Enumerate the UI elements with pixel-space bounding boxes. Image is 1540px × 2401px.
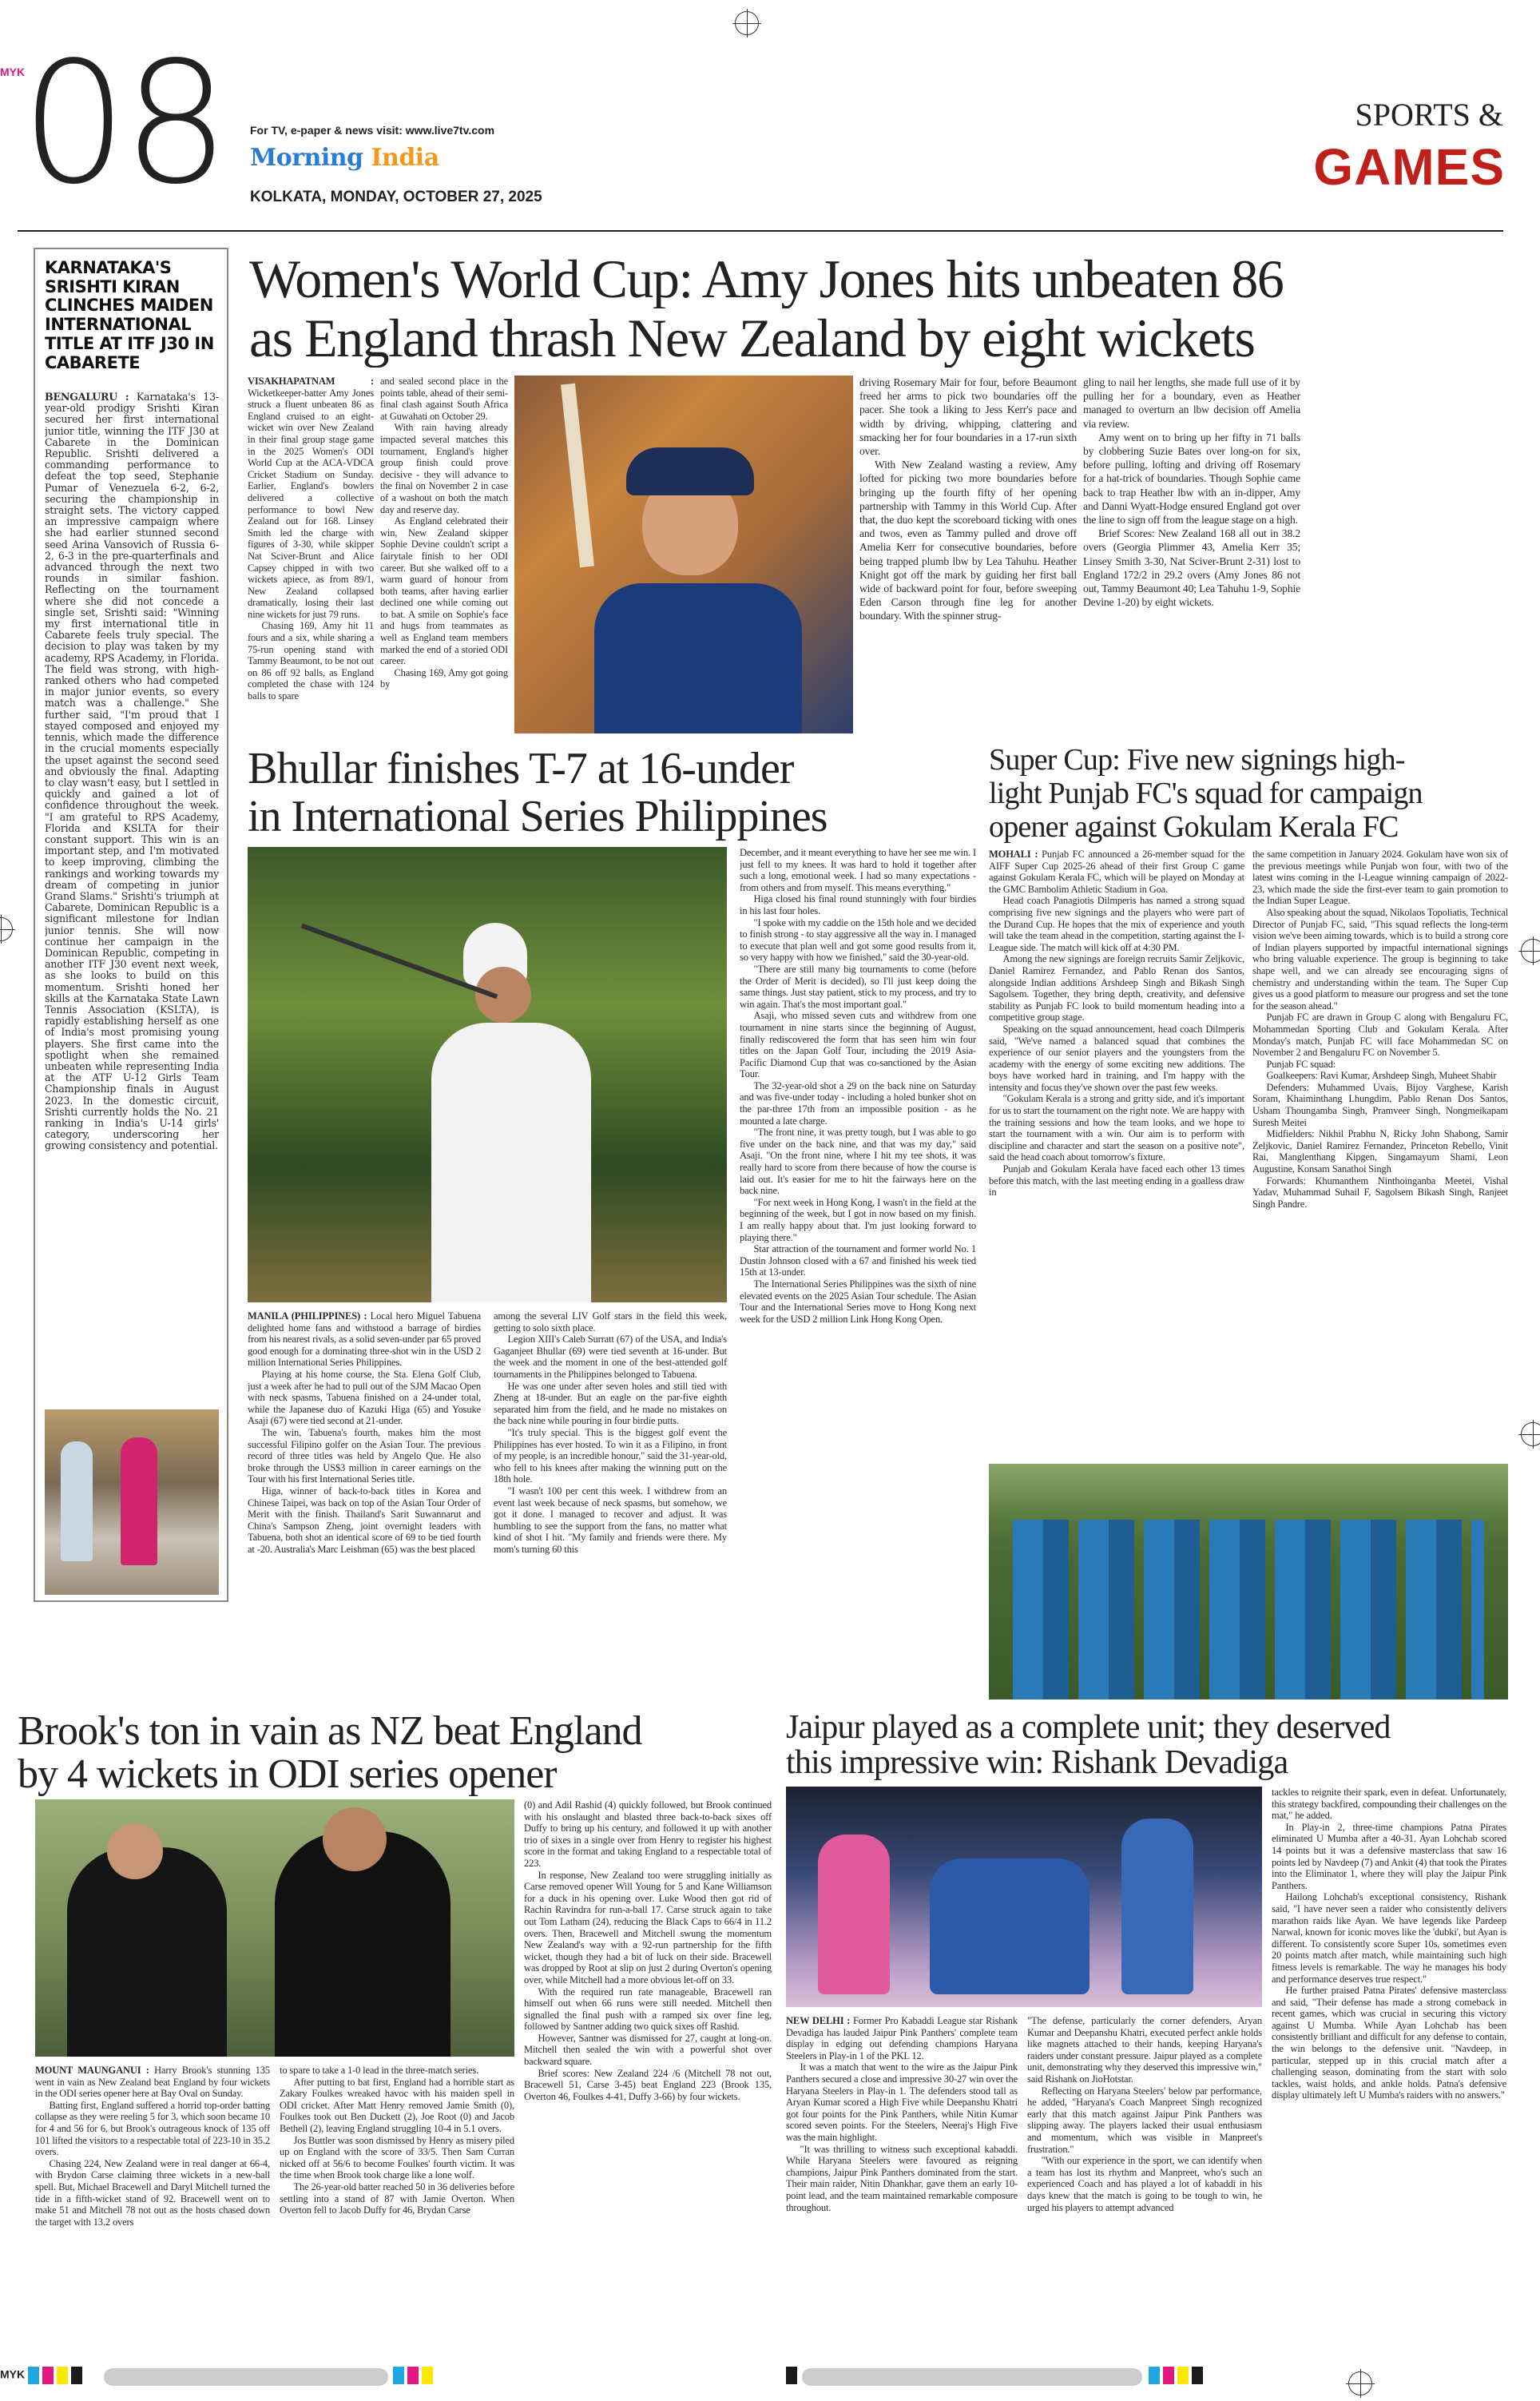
odi-col1-para: Batting first, England suffered a horrid top-order batting collapse as they were reeling 5 for 3, which soon became 10 for 4 and 56 for 6, but Brook's outrageous knock of 135 off 101 lifted the visitors to a respectable total of 223-10 in 35.2 overs. xyxy=(35,2099,270,2158)
golf-col2-para: He was one under after seven holes and still tied with Zheng at 18-under. But an eagle on the par-five eighth separated him from the field, and he made no mistakes on the back nine while pouring in four birdie putts. xyxy=(494,1380,727,1427)
golf-col2-para: "I wasn't 100 per cent this week. I withdrew from an event last week because of neck spasms, but somehow, we got it done. I managed to recover and adjust. It was humbling to see the support from the fans, no matter what kind of shot I hit. "My family and friends were there. My mom's turning 60 this xyxy=(494,1485,727,1555)
golf-headline-line1: Bhullar finishes T-7 at 16-under xyxy=(248,745,794,793)
football-col1-para: "Gokulam Kerala is a strong and gritty side, and it's important for us to start the tournament on the right note. We are happy with the training sessions and how the team looks, and we hope to start the tournament with a win. Our aim is to perform with discipline and character and start the season on a positive note", said the head coach about tomorrow's fixture. xyxy=(989,1093,1244,1163)
football-headline-line2: light Punjab FC's squad for campaign xyxy=(989,777,1423,810)
lead-headline-line1: Women's World Cup: Amy Jones hits unbeaten 86 xyxy=(249,249,1284,308)
football-col2-para: Punjab FC squad: xyxy=(1266,1058,1336,1070)
golf-col3-para: "The front nine, it was pretty tough, but I was able to go five under on the back nine, and that was my day," said Asaji. "On the front nine, where I hit my tee shots, it was really hard to score from there because of how the course is laid out. It's easier for me to hit the fairways here on the back nine. xyxy=(740,1127,976,1197)
kabaddi-photo xyxy=(786,1787,1262,2007)
registration-mark-bottom xyxy=(1348,2371,1372,2395)
golf-col3-para: "I spoke with my caddie on the 15th hole and we decided to finish strong - to stay aggressive all the way in. I managed to execute that plan well and got some good results from it, so very happy with how we finished," said the 30-year-old. xyxy=(740,916,976,964)
yellow-swatch xyxy=(57,2367,68,2384)
kabaddi-col1-para: It was a match that went to the wire as the Jaipur Pink Panthers secured a close and impressive 30-27 win over the Haryana Steelers in Play-in 1. The defenders stood tall as Aryan Kumar scored a High Five while Deepanshu Khatri got four points for the Pink Panthers, while Nitin Kumar scored seven points. For the Steelers, Neeraj's High Five was the main highlight. xyxy=(786,2061,1018,2143)
edition-dateline: KOLKATA, MONDAY, OCTOBER 27, 2025 xyxy=(250,189,542,205)
football-photo xyxy=(989,1464,1508,1699)
odi-col1-para: Chasing 224, New Zealand were in real danger at 66-4, with Brydon Carse claiming three wickets in a new-ball spell. But, Michael Bracewell and Daryl Mitchell turned the tide in a fifth-wicket stand of 92. Bracewell went on to make 51 and Mitchell 78 not out as the hosts chased down the target with 13.2 overs xyxy=(35,2157,270,2228)
kabaddi-col-2 xyxy=(1027,2015,1262,2360)
lead-col4-para: Amy went on to bring up her fifty in 71 balls by clobbering Suzie Bates over long-on for six, before pulling, lofting and driving off Rosemary for a hat-trick of boundaries. Though Sophie came back to trap Heather lbw with an in-dipper, Amy and Danni Wyatt-Hodge ensured England got over the line to sign off from the league stage on a high. xyxy=(1083,431,1300,527)
odi-col3-para: With the required run rate manageable, Bracewell ran himself out when 66 runs were still needed. Mitchell then signalled the final push with a ramped six over fine leg, followed by Santner adding two quick sixes off Rashid. xyxy=(524,1986,772,2033)
registration-mark-left xyxy=(0,917,13,941)
print-swatch-black-right xyxy=(786,2367,800,2384)
golf-headline-line2: in International Series Philippines xyxy=(248,793,828,841)
sidebar-body-text: Karnataka's 13-year-old prodigy Srishti Kiran secured her first international junior title, winning the ITF J30 at Cabarete in the Dominican Republic. Srishti delivered a commanding performance to defeat the top seed, Stephanie Pumar of Venezuela 6-2, 6-2, securing the championship in straight sets. The victory capped an impressive campaign where she had earlier stunned second seed Arina Vansovich of Russia 6-2, 6-3 in the pre-quarterfinals and advanced through the next two rounds in similar fashion. Reflecting on the tournament where she did not concede a single set, Srishti said: "Winning my first international title in Cabarete feels truly special. The decision to play was taken by my academy, RPS Academy, in Florida. The field was strong, with high-ranked others who had competed in major junior events, so every match was a challenge." She further said, "I'm proud that I stayed composed and enjoyed my tennis, which made the difference in the crucial moments especially the upset against the second seed and obviously the final. Adapting to clay wasn't easy, but I settled in quickly and gained a lot of confidence throughout the week. "I am grateful to RPS Academy, Florida and KSLTA for their constant support. This win is an important step, and I'm motivated to keep improving, climbing the rankings and working towards my dream of competing in junior Grand Slams." Srishti's triumph at Cabarete, Dominican Republic is a significant milestone for Indian junior tennis. She will now continue her campaign in the Dominican Republic, competing in another ITF J30 event next week, as she looks to build on this momentum. Srishti honed her skills at the Karnataka State Lawn Tennis Association (KSLTA), is rapidly establishing herself as one of India's most promising young players. She first came into the spotlight when she remained unbeaten while representing India at the ATF U-12 Girls Team Championship finals in August 2023. In the domestic circuit, Srishti currently holds the No. 21 ranking in India's U-14 girls' category, underscoring her growing consistency and potential. xyxy=(45,392,219,1152)
kabaddi-headline-line2: this impressive win: Rishank Devadiga xyxy=(786,1745,1288,1780)
golf-col1-para: Playing at his home course, the Sta. Elena Golf Club, just a week after he had to pull out of the SJM Macao Open with neck spasms, Tabuena finished on a 24-under total, while the Japanese duo of Kazuki Higa (65) and Yosuke Asaji (67) were tied second at 21-under. xyxy=(248,1368,481,1427)
odi-col3-para: Brief scores: New Zealand 224 /6 (Mitchell 78 not out, Bracewell 51, Carse 3-45) beat England 223 (Brook 135, Overton 46, Foulkes 4-41, Duffy 3-66) by four wickets. xyxy=(524,2067,772,2102)
lead-col4-para: gling to nail her lengths, she made full use of it by pulling her for a boundary, even as Heather managed to overturn an lbw decision off Amelia via review. xyxy=(1083,376,1300,430)
lead-col2-para: With rain having already impacted several matches this tournament, England's higher group finish could prove decisive - they will advance to the final on November 2 in case of a washout on both the match day and reserve day. xyxy=(380,422,508,515)
print-bar-left xyxy=(104,2368,388,2386)
kabaddi-col1-para: Former Pro Kabaddi League star Rishank Devadiga has lauded Jaipur Pink Panthers' complete team display in edging out defending champions Haryana Steelers in Play-in 1 of the PKL 12. xyxy=(786,2015,1018,2061)
sidebar-body xyxy=(45,392,219,1397)
odi-col2-para: to spare to take a 1-0 lead in the three-match series. xyxy=(280,2065,479,2076)
kabaddi-col3-para: Hailong Lohchab's exceptional consistency, Rishank said, "I have never seen a raider who consistently delivers marathon raids like Ayan. We have legends like Pardeep Narwal, known for iconic moves like the 'dubki', but Ayan is different. To consistently score Super 10s, sometimes even 20 points match after match, while maintaining such high fitness levels is remarkable. The way he manages his body and performance deserves true respect." xyxy=(1272,1891,1506,1985)
lead-col1-para: Wicketkeeper-batter Amy Jones struck a fluent unbeaten 86 as England cruised to an eight-wicket win over New Zealand in their final group stage game in the 2025 Women's ODI World Cup at the ACA-VDCA Cricket Stadium on Sunday. Earlier, England's bowlers delivered a collective performance to bowl New Zealand out for 168. Linsey Smith led the charge with figures of 3-30, while skipper Nat Sciver-Brunt and Alice Capsey chipped in with two wickets apiece, as from 89/1, New Zealand collapsed dramatically, losing their last nine wickets for just 79 runs. xyxy=(248,387,374,620)
football-col-1 xyxy=(989,849,1244,1456)
registration-mark-right xyxy=(1521,939,1540,963)
odi-col3-para: However, Santner was dismissed for 27, caught at long-on. Mitchell then sealed the win with a powerful shot over backward square. xyxy=(524,2032,772,2068)
football-col2-para: Goalkeepers: Ravi Kumar, Arshdeep Singh, Muheet Shabir xyxy=(1266,1070,1497,1082)
odi-col-3 xyxy=(524,1799,772,2360)
kabaddi-dateline: NEW DELHI : xyxy=(786,2015,851,2026)
color-label-bottom xyxy=(0,2367,85,2384)
kabaddi-col2-para: "With our experience in the sport, we can identify when a team has lost its rhythm and Manpreet, who's such an experienced Coach and has played a lot of kabaddi in his days knew that the match is going to be tough to win, he urged his players to attempt advanced xyxy=(1027,2155,1262,2213)
brand-india: India xyxy=(371,144,439,172)
football-col1-para: Punjab FC announced a 26-member squad for the AIFF Super Cup 2025-26 ahead of their first Group C game against Gokulam Kerala FC, which will be played on Monday at the GMC Bambolim Athletic Stadium in Goa. xyxy=(989,849,1244,895)
odi-col-1 xyxy=(35,2065,270,2360)
kabaddi-col2-para: "The defense, particularly the corner defenders, Aryan Kumar and Deepanshu Khatri, executed perfect ankle holds like magnets attached to their hands, keeping Haryana's raiders under constant pressure. Jaipur played as a complete unit, demonstrating why they deserved this impressive win," said Rishank on JioHotstar. xyxy=(1027,2015,1262,2085)
golf-col3-para: The 32-year-old shot a 29 on the back nine on Saturday and was five-under today - including a holed bunker shot on the par-three 17th from an impossible position - as he mounted a late charge. xyxy=(740,1079,976,1127)
lead-photo xyxy=(514,376,853,733)
print-swatches-mid xyxy=(393,2367,436,2384)
football-col2-para: Forwards: Khumanthem Ninthoinganba Meetei, Vishal Yadav, Muhammad Suhail F, Sagolsem Bikash Singh, Ranjeet Singh Pandre. xyxy=(1252,1175,1508,1210)
golf-col2-para: among the several LIV Golf stars in the field this week, getting to solo sixth place. xyxy=(494,1310,727,1334)
golf-col3-para: December, and it meant everything to have her see me win. I just fell to my knees. It was hard to hold it together after such a long, emotional week. I had so many expectations - from others and from myself. This means everything." xyxy=(740,847,976,893)
sidebar-story-box xyxy=(34,248,228,1602)
cyan-swatch xyxy=(28,2367,39,2384)
football-col2-para: Also speaking about the squad, Nikolaos Topoliatis, Technical Director of Punjab FC, said, "This squad reflects the long-term vision we've been aiming towards, which is to build a strong core of Indian players supported by impactful international signings who bring valuable experience. The group is beginning to take shape well, and we can already see encouraging signs of chemistry and understanding within the team. The Super Cup gives us a good platform to measure our progress and set the tone for the season ahead." xyxy=(1252,906,1508,1012)
masthead-rule xyxy=(18,230,1503,232)
odi-headline-line1: Brook's ton in vain as NZ beat England xyxy=(18,1710,642,1753)
golf-photo xyxy=(248,847,727,1302)
football-col2-para: the same competition in January 2024. Gokulam have won six of the previous meetings while Punjab won four, with two of the latest wins coming in the I-League winning campaign of 2022-23, which made the side the first-ever team to gain promotion to the Indian Super League. xyxy=(1252,849,1508,907)
color-label-bottom-text: MYK xyxy=(0,2367,26,2381)
odi-dateline: MOUNT MAUNGANUI : xyxy=(35,2065,149,2076)
golf-col-2 xyxy=(494,1310,727,1698)
kabaddi-col3-para: tackles to reignite their spark, even in defeat. Unfortunately, this strategy backfired, compounding their challenges on the mat," he added. xyxy=(1272,1787,1506,1822)
odi-col3-para: In response, New Zealand too were struggling initially as Carse removed opener Will Young for 5 and Kane Williamson for a duck in his opening over. Luke Wood then got rid of Rachin Ravindra for run-a-ball 17. Carse struck again to take out Tom Latham (24), reducing the Black Caps to 66/4 in 11.2 overs. Then, Bracewell and Mitchell swung the momentum New Zealand's way with a 92-run partnership for the fifth wicket, though they had a bit of luck on their side. Bracewell was dropped by Root at slip on just 2 during Overton's opening over, while Mitchell had a more obvious let-off on 33. xyxy=(524,1869,772,1986)
football-col-2 xyxy=(1252,849,1508,1456)
football-col1-para: Speaking on the squad announcement, head coach Dilmperis said, "We've named a balanced squad that combines the experience of our senior players and the youngsters from the academy with the energy of some exciting new additions. The boys have worked hard in training, and I'm happy with the intensity and focus they've shown over the past few weeks. xyxy=(989,1023,1244,1093)
odi-photo xyxy=(35,1799,514,2057)
golf-col1-para: The win, Tabuena's fourth, makes him the most successful Filipino golfer on the Asian Tour. The previous record of three titles was held by Angelo Que. He also broke through the US$3 million in career earnings on the Tour with his first International Series title. xyxy=(248,1426,481,1485)
golf-col3-para: Higa closed his final round stunningly with four birdies in his last four holes. xyxy=(740,893,976,916)
kabaddi-col-3 xyxy=(1272,1787,1506,2360)
lead-col2-para: Chasing 169, Amy got going by xyxy=(380,666,508,690)
website-line: For TV, e-paper & news visit: www.live7tv.com xyxy=(250,124,495,137)
lead-col-3 xyxy=(859,376,1077,733)
lead-col4-para: Brief Scores: New Zealand 168 all out in 38.2 overs (Georgia Plimmer 43, Amelia Kerr 35; Linsey Smith 3-30, Nat Sciver-Brunt 2-31) lost to England 172/2 in 29.2 overs (Amy Jones 86 not out, Tammy Beaumont 40; Lea Tahuhu 1-9, Sophie Devine 1-20) by eight wickets. xyxy=(1083,527,1300,609)
lead-col3-para: With New Zealand wasting a review, Amy lofted for picking two more boundaries before bringing up the fourth fifty of her opening partnership with Tammy in this World Cup. After that, the duo kept the scoreboard ticking with ones and twos, even as Tammy pulled and drove off Amelia Kerr for consecutive boundaries, before being trapped plumb lbw by Lea Tahuhu. Heather Knight got off the mark by guiding her first ball wide of backward point for four, before sweeping Eden Carson through fine leg for another boundary. With the spinner strug- xyxy=(859,459,1077,622)
sidebar-photo xyxy=(45,1409,219,1595)
registration-mark-top xyxy=(735,11,759,35)
golf-col3-para: Asaji, who missed seven cuts and withdrew from one tournament in nine starts since the beginning of August, finally rediscovered the form that has seen him win four titles on the Japan Golf Tour, including the 2019 Asia-Pacific Diamond Cup that was co-sanctioned by the Asian Tour. xyxy=(740,1010,976,1080)
lead-col2-para: As England celebrated their win, New Zealand skipper Sophie Devine couldn't script a fairytale finish to her ODI career. But she walked off to a warm guard of honour from both teams, after having earlier declined one while coming out to bat. A smile on Sophie's face and hugs from teammates as well as England team members marked the end of a storied ODI career. xyxy=(380,515,508,667)
golf-col3-para: "There are still many big tournaments to come (before the Order of Merit is decided), so I'll just keep doing the same things. Just stay patient, stick to my process, and try to win again. That's the most important goal." xyxy=(740,963,976,1010)
print-bar-right xyxy=(802,2368,1142,2386)
odi-col2-para: After putting to bat first, England had a horrible start as Zakary Foulkes wreaked havoc with his maiden spell in ODI cricket. After Matt Henry removed Jamie Smith (0), Foulkes took out Ben Duckett (2), Joe Root (0) and Jacob Bethell (2), leaving England struggling 10-4 in 5.1 overs. xyxy=(280,2076,514,2134)
kabaddi-col3-para: He further praised Patna Pirates' defensive masterclass and said, "Their defense has made a strong comeback in recent games, which was crucial in securing this victory against U Mumba. While Ayan Lohchab has been consistently brilliant and difficult for any defense to contain, the win belongs to the defensive unit. "Navdeep, in particular, stepped up in this crucial match after a challenging season, dominating from the start with solo tackles, waist holds, and ankle holds. Patna's defensive display ultimately left U Mumba's raiders with no answers." xyxy=(1272,1985,1506,2101)
kabaddi-col3-para: In Play-in 2, three-time champions Patna Pirates eliminated U Mumba after a 40-31. Ayan Lohchab scored 14 points but it was a defensive masterclass that saw 16 points led by Navdeep (7) and Ankit (4) that took the Pirates into the Eliminator 1, where they will play the Jaipur Pink Panthers. xyxy=(1272,1821,1506,1891)
print-swatches-right xyxy=(1149,2367,1206,2384)
section-title-main: GAMES xyxy=(1313,138,1505,196)
lead-headline-line2: as England thrash New Zealand by eight wickets xyxy=(249,308,1255,368)
football-headline-line3: opener against Gokulam Kerala FC xyxy=(989,810,1399,844)
odi-col1-para: Harry Brook's stunning 135 went in vain as New Zealand beat England by four wickets in the ODI series opener here at Bay Oval on Sunday. xyxy=(35,2065,270,2100)
lead-dateline: VISAKHAPATNAM : xyxy=(248,376,374,387)
football-col1-para: Punjab and Gokulam Kerala have faced each other 13 times before this match, with the last meeting ending in a goalless draw in xyxy=(989,1163,1244,1199)
lead-col2-para: and sealed second place in the points table, ahead of their semi-final clash against South Africa at Guwahati on October 29. xyxy=(380,376,508,422)
golf-dateline: MANILA (PHILIPPINES) : xyxy=(248,1310,367,1322)
golf-col3-para: The International Series Philippines was the sixth of nine elevated events on the 2025 Asian Tour schedule. The Asian Tour and the International Series move to Hong Kong next week for the USD 2 million Link Hong Kong Open. xyxy=(740,1278,976,1325)
football-col1-para: Among the new signings are foreign recruits Samir Zeljkovic, Daniel Ramirez Fernandez, and Pablo Renan dos Santos, alongside Indian additions Arshdeep Singh and Bikash Singh Sagolsem. Together, they bring depth, creativity, and defensive stability as Punjab FC look to build momentum heading into a competitive group stage. xyxy=(989,953,1244,1024)
lead-col-1 xyxy=(248,376,374,733)
page-number: 08 xyxy=(21,26,225,221)
golf-col1-para: Higa, winner of back-to-back titles in Korea and Chinese Taipei, was back on top of the Asian Tour Order of Merit with the finish. Thailand's Sarit Suwannarut and China's Sampson Zheng, joint overnight leaders with Tabuena, both shot an identical score of 69 to be tied fourth at -20. Australia's Marc Leishman (65) was the best placed xyxy=(248,1485,481,1555)
golf-col2-para: "It's truly special. This is the biggest golf event the Philippines has ever hosted. To win it as a Filipino, in front of my people, is an incredible honour," said the 31-year-old, who fell to his knees after making the winning putt on the 18th hole. xyxy=(494,1426,727,1485)
odi-col-2 xyxy=(280,2065,514,2360)
odi-headline-line2: by 4 wickets in ODI series opener xyxy=(18,1753,557,1796)
golf-col2-para: Legion XIII's Caleb Surratt (67) of the USA, and India's Gaganjeet Bhullar (69) were tied seventh at 16-under. But the week and the moment in one of the best-attended golf tournaments in the Philippines belonged to Tabuena. xyxy=(494,1334,727,1380)
lead-col1-para: Chasing 169, Amy hit 11 fours and a six, while sharing a 75-run opening stand with Tammy Beaumont, to be not out on 86 off 92 balls, as England completed the chase with 124 balls to spare xyxy=(248,620,374,702)
sidebar-headline: KARNATAKA'S SRISHTI KIRAN CLINCHES MAIDEN INTERNATIONAL TITLE AT ITF J30 IN CABARETE xyxy=(45,258,214,372)
football-col2-para: Defenders: Muhammed Uvais, Bijoy Varghese, Karish Soram, Khaiminthang Lhungdim, Pablo Renan Dos Santos, Usham Thoungamba Singh, Pramveer Singh, Nongmeikapam Suresh Meitei xyxy=(1252,1081,1508,1128)
odi-col2-para: The 26-year-old batter reached 50 in 36 deliveries before settling into a stand of 87 with Jamie Overton. When Overton fell to Jacob Duffy for 46, Brydan Carse xyxy=(280,2180,514,2216)
brand-morning: Morning xyxy=(250,144,363,172)
golf-col-1 xyxy=(248,1310,481,1698)
football-col2-para: Midfielders: Nikhil Prabhu N, Ricky John Shabong, Samir Zeljkovic, Daniel Ramirez Fernandez, Princeton Rebello, Vinit Rai, Manglenthang Kipgen, Singamayum Shami, Leon Augustine, Konsam Sanathoi Singh xyxy=(1252,1128,1508,1175)
lead-col-4 xyxy=(1083,376,1300,733)
golf-col3-para: Star attraction of the tournament and former world No. 1 Dustin Johnson closed with a 67 and finished his week tied 15th at 13-under. xyxy=(740,1243,976,1278)
black-swatch xyxy=(71,2367,82,2384)
kabaddi-col2-para: Reflecting on Haryana Steelers' below par performance, he added, "Haryana's Coach Manpreet Singh recognized early that this match against Jaipur Pink Panthers was slipping away. The players lacked their usual enthusiasm and momentum, which was visible in Manpreet's frustration." xyxy=(1027,2085,1262,2155)
odi-col2-para: Jos Buttler was soon dismissed by Henry as misery piled up on England with the score of 33/5. Then Sam Curran nicked off at 56/6 to become Foulkes' fourth victim. It was the time when Brook took charge like a lone wolf. xyxy=(280,2134,514,2181)
magenta-swatch xyxy=(42,2367,54,2384)
golf-col1-para: Local hero Miguel Tabuena delighted home fans and withstood a barrage of birdies from his nearest rivals, as a solid seven-under par 65 proved good enough for a dominating three-shot win in the USD 2 million International Series Philippines. xyxy=(248,1310,481,1369)
kabaddi-col1-para: "It was thrilling to witness such exceptional kabaddi. While Haryana Steelers were favoured as reigning champions, Jaipur Pink Panthers dominated from the start. Their main raider, Nitin Dhankhar, gave them an early 10-point lead, and the team maintained remarkable composure throughout. xyxy=(786,2143,1018,2213)
registration-mark-right-lower xyxy=(1521,1422,1540,1446)
sidebar-dateline: BENGALURU : xyxy=(45,392,129,403)
odi-col3-para: (0) and Adil Rashid (4) quickly followed, but Brook continued with his onslaught and blasted three back-to-back sixes off Duffy to bring up his century, and followed it up with another trio of sixes in a single over from Henry to register his highest score in the format and taking England to a respectable total of 223. xyxy=(524,1799,772,1869)
brand-logo xyxy=(250,144,439,172)
section-title-top: SPORTS & xyxy=(1355,97,1503,133)
color-label-top-text: MYK xyxy=(0,66,26,78)
football-headline-line1: Super Cup: Five new signings high- xyxy=(989,743,1405,777)
football-col2-para: Punjab FC are drawn in Group C along with Bengaluru FC, Mohammedan Sporting Club and Gokulam Kerala. After Monday's match, Punjab FC will face Mohammedan SC on November 2 and Bengaluru FC on November 5. xyxy=(1252,1012,1508,1059)
football-dateline: MOHALI : xyxy=(989,849,1038,860)
kabaddi-col-1 xyxy=(786,2015,1018,2360)
kabaddi-headline-line1: Jaipur played as a complete unit; they deserved xyxy=(786,1710,1391,1745)
golf-col-3 xyxy=(740,847,976,1698)
lead-col3-para: driving Rosemary Mair for four, before Beaumont freed her arms to pick two boundaries off the pacer. She took a liking to Jess Kerr's pace and width by driving, whipping, clattering and smacking her for four boundaries in a 17-run sixth over. xyxy=(859,376,1077,458)
football-col1-para: Head coach Panagiotis Dilmperis has named a strong squad comprising five new signings and the players who were part of the Durand Cup. He hopes that the mix of experience and youth will take the team ahead in the competition, starting against the I-League side. The match will kick off at 4:30 PM. xyxy=(989,895,1244,953)
golf-col3-para: "For next week in Hong Kong, I wasn't in the field at the beginning of the week, but I got in now based on my finish. I am really happy about that. I'm just looking forward to playing there." xyxy=(740,1196,976,1243)
lead-col-2 xyxy=(380,376,508,733)
